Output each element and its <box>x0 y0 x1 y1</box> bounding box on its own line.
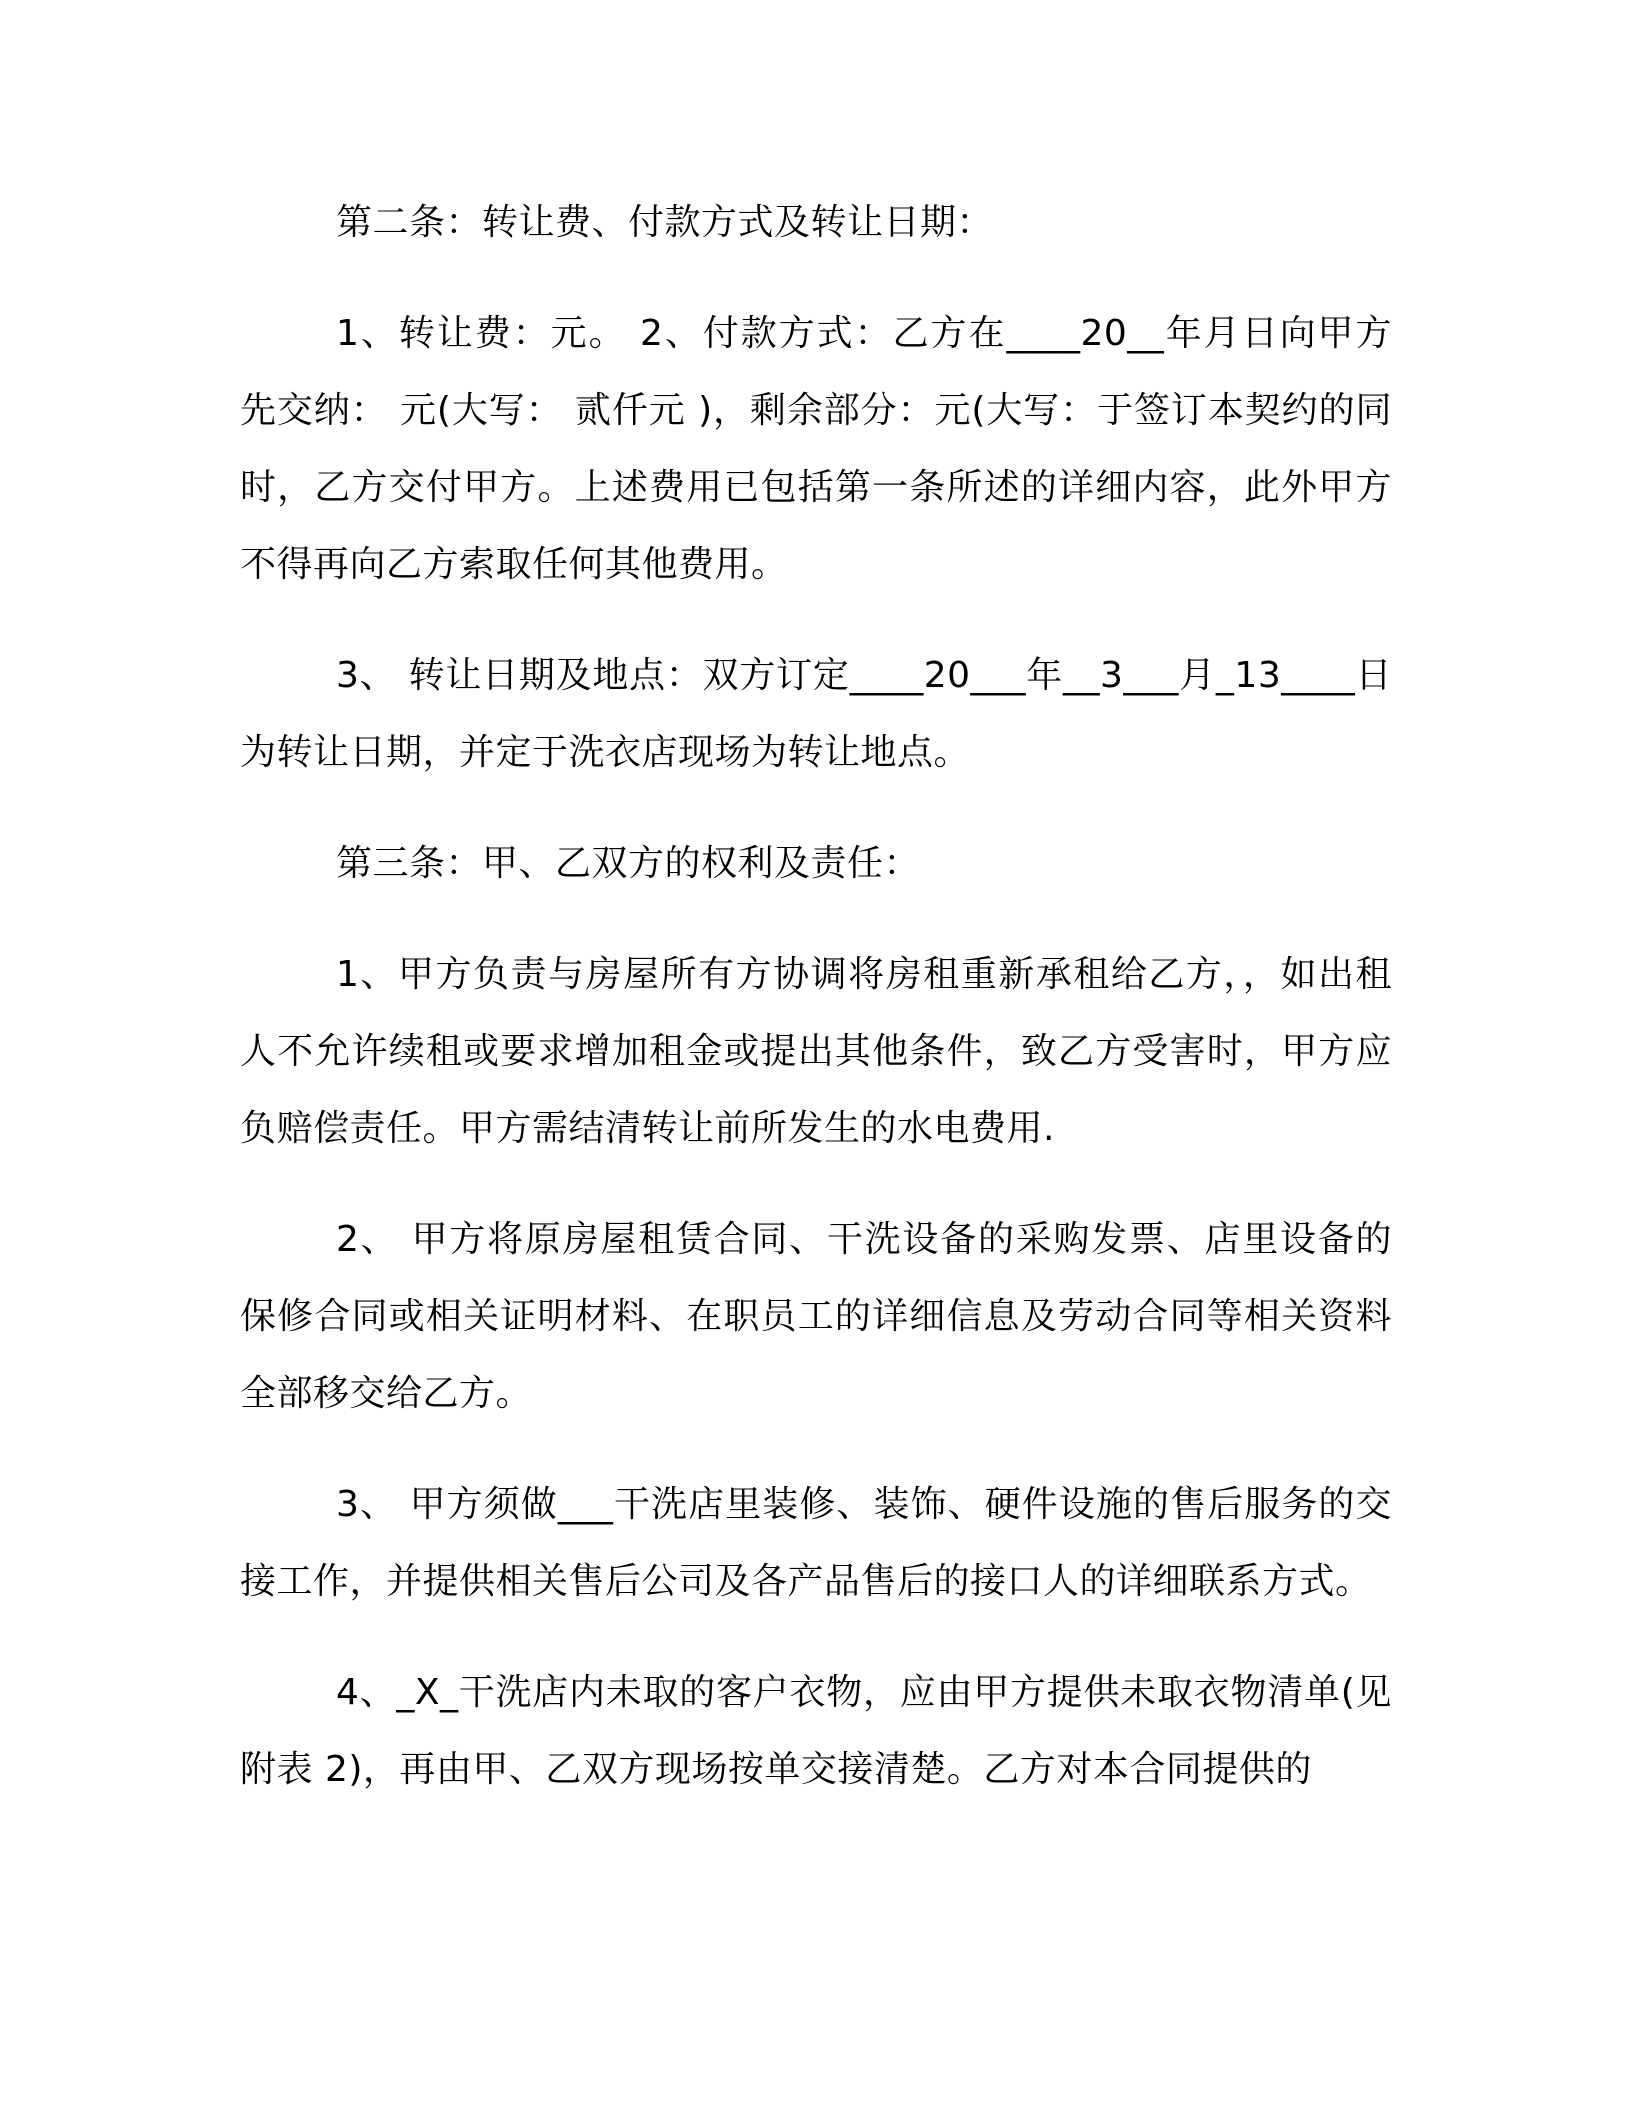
transfer-fee-paragraph: 1、转让费：元。 2、付款方式：乙方在____20__年月日向甲方先交纳： 元(大写： 贰仟元 )，剩余部分：元(大写：于签订本契约的同时，乙方交付甲方。上述费用已包括第一条所述的详细内容，此外甲方不得再向乙方索取任何其他费用。 <box>240 313 1392 585</box>
paragraph-gap <box>240 902 1392 936</box>
paragraph-gap <box>240 1620 1392 1654</box>
article-three-heading: 第三条：甲、乙双方的权利及责任： <box>336 843 921 884</box>
document-body <box>240 184 1392 1808</box>
paragraph-gap <box>240 1432 1392 1466</box>
rights-clause-1: 1、甲方负责与房屋所有方协调将房租重新承租给乙方，，如出租人不允许续租或要求增加租金或提出其他条件，致乙方受害时，甲方应负赔偿责任。甲方需结清转让前所发生的水电费用. <box>240 954 1392 1149</box>
rights-clause-2: 2、 甲方将原房屋租赁合同、干洗设备的采购发票、店里设备的保修合同或相关证明材料、在职员工的详细信息及劳动合同等相关资料全部移交给乙方。 <box>240 1219 1392 1414</box>
rights-clause-4: 4、_X_干洗店内未取的客户衣物，应由甲方提供未取衣物清单(见附表 2)，再由甲、乙双方现场按单交接清楚。乙方对本合同提供的 <box>240 1672 1392 1790</box>
paragraph-gap <box>240 791 1392 825</box>
rights-clause-3: 3、 甲方须做___干洗店里装修、装饰、硬件设施的售后服务的交接工作，并提供相关售后公司及各产品售后的接口人的详细联系方式。 <box>240 1484 1392 1602</box>
transfer-date-paragraph: 3、 转让日期及地点：双方订定____20___年__3___月_13____日为转让日期，并定于洗衣店现场为转让地点。 <box>240 655 1392 773</box>
paragraph-gap <box>240 261 1392 295</box>
article-two-heading: 第二条：转让费、付款方式及转让日期： <box>336 202 994 243</box>
paragraph-gap <box>240 1167 1392 1201</box>
paragraph-gap <box>240 603 1392 637</box>
